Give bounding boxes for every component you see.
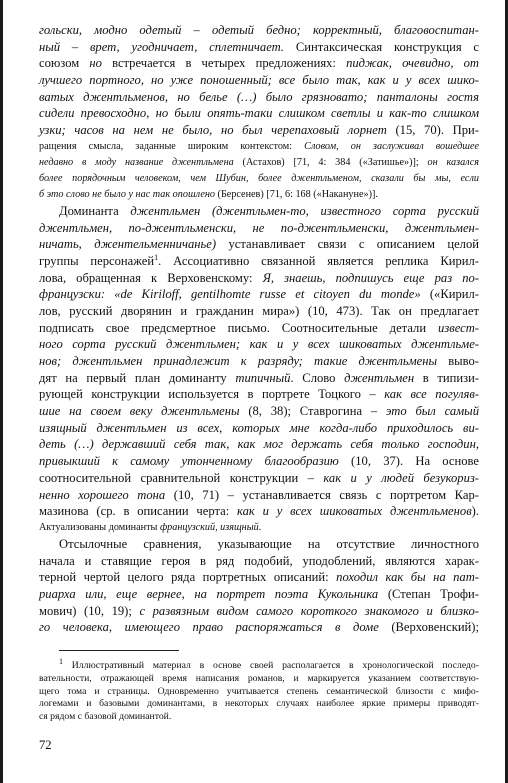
text-line-4: лучшего портного, но уже поношенный; все было так, как и у всех шико-	[39, 73, 479, 88]
body-text	[39, 22, 479, 636]
text-line-33: начала и ставящие героя в ряд подобий, уподоблений, являются харак-	[39, 553, 479, 568]
text-line-20: ного сорта русский джентльмен; как и у всех шиковатых джентльме-	[39, 337, 479, 352]
text-line-8: ращения смысла, заданные широким контекстом: Словом, он заслуживал вошедшее	[39, 140, 479, 152]
text-line-29: ненно хорошего тона (10, 71) – устанавливается связь с портретом Кар-	[39, 487, 479, 502]
text-line-19: подписать свое предсмертное письмо. Соотносительные детали извест-	[39, 320, 479, 335]
text-line-11: б это слово не было у нас так опошлено (Берсенев) [71, 6: 168 («Накануне»)].	[39, 188, 378, 200]
text-line-2: ный – врет, угодничает, сплетничает. Синтаксическая конструкция с	[39, 39, 479, 54]
footnote-line-5: ся рядом с базовой доминантой.	[39, 711, 172, 723]
text-line-5: ватых джентльменов, но белье (…) было грязновато; панталоны гостя	[39, 89, 479, 104]
text-line-24: шие на своем веку джентльмены (8, 38); Ставрогина – это был самый	[39, 404, 479, 419]
text-line-6: сидели превосходно, но были опять-таки слишком светлы и как-то слишком	[39, 106, 479, 121]
text-line-21: нов; джентльмен принадлежит к разряду; такие джентльмены выво-	[39, 354, 479, 368]
text-line-36: мович) (10, 19); с развязным видом самого короткого знакомого и близко-	[39, 603, 479, 618]
text-line-22: дят на первый план доминанту типичный. Слово джентльмен в типизи-	[39, 370, 480, 385]
text-line-12: Доминанта джентльмен (джентльмен-то, известного сорта русский	[59, 203, 479, 218]
footnote-area	[39, 650, 479, 724]
text-line-3: союзом но встречается в четырех предложениях: пиджак, очевидно, от	[39, 56, 480, 71]
text-line-31: Актуализованы доминанты французский, изящный.	[39, 521, 262, 533]
text-line-14: ничать, джентельменничанье) устанавливает связи с описанием целой	[39, 237, 479, 252]
text-line-35: риарха или, еще вернее, на портрет поэта Кукольника (Степан Трофи-	[39, 586, 479, 601]
text-line-25: изящный джентльмен из всех, которых мне когда-либо приходилось ви-	[39, 420, 479, 435]
text-line-30: мазинова (ср. в описании черта: как и у всех шиковатых джентльменов).	[39, 504, 480, 519]
footnote-rule	[59, 650, 179, 651]
footnote-line-1: $^1$ Иллюстративный материал в основе своей располагается в хронологической последо-	[59, 656, 479, 671]
text-line-37: го человека, имеющего право распоряжаться в доме (Верховенский);	[39, 620, 479, 635]
text-line-9: недавно в моду название джентльмена (Астахов) [71, 4: 384 («Затишье»)]; он казался	[39, 156, 479, 168]
text-line-16: лова, обращенная к Верховенскому: Я, знаешь, подпишусь еще раз по-	[39, 270, 479, 285]
text-line-15: группы персонажей$^1$. Ассоциативно связанной является реплика Кирил-	[39, 252, 480, 268]
text-line-17: французски: «de Kiriloff, gentilhomte russe et citoyen du monde» («Кирил-	[39, 287, 479, 302]
text-line-28: соотносительной сравнительной конструкции – как и у людей безукориз-	[39, 470, 479, 485]
text-line-1: гольски, модно одетый – одетый бедно; корректный, благовоспитан-	[39, 23, 479, 37]
text-line-34: терной чертой целого ряда портретных описаний: походил как бы на пат-	[39, 570, 480, 585]
text-line-27: привыкший к самому утонченному благообразию (10, 37). На основе	[39, 454, 479, 469]
text-line-23: рующей конструкции используется в портрете Тоцкого – как все погуляв-	[39, 387, 480, 402]
footnote-line-4: логемами и базовыми доминантами, в некоторых случаях наиболее яркие примеры приводят-	[39, 698, 479, 710]
text-line-26: деть (…) державший себя так, как мог держать себя только господин,	[39, 437, 479, 452]
text-line-18: лов, русский дворянин и гражданин мира») (10, 473). Так он предлагает	[39, 303, 479, 318]
footnote-line-2: вательности, отражающей время написания романов, и маркируется указанием соответствую-	[39, 672, 479, 684]
page-number: 72	[39, 738, 52, 752]
text-line-7: узки; часов на нем не было, но был черепаховый лорнет (15, 70). При-	[39, 123, 479, 138]
footnote-line-3: щего тома и страницы. Одновременно учитывается степень семантической близости с мифо-	[39, 685, 479, 697]
footnote-text	[39, 656, 479, 724]
text-line-10: более порядочным человеком, чем Шубин, более джентльменом, сказали бы мы, если	[39, 172, 479, 184]
text-line-32: Отсылочные сравнения, указывающие на отсутствие личностного	[59, 536, 479, 551]
text-line-13: джентльмен, по-джентльменски, не по-джентльменски, джентльмен-	[39, 220, 479, 235]
